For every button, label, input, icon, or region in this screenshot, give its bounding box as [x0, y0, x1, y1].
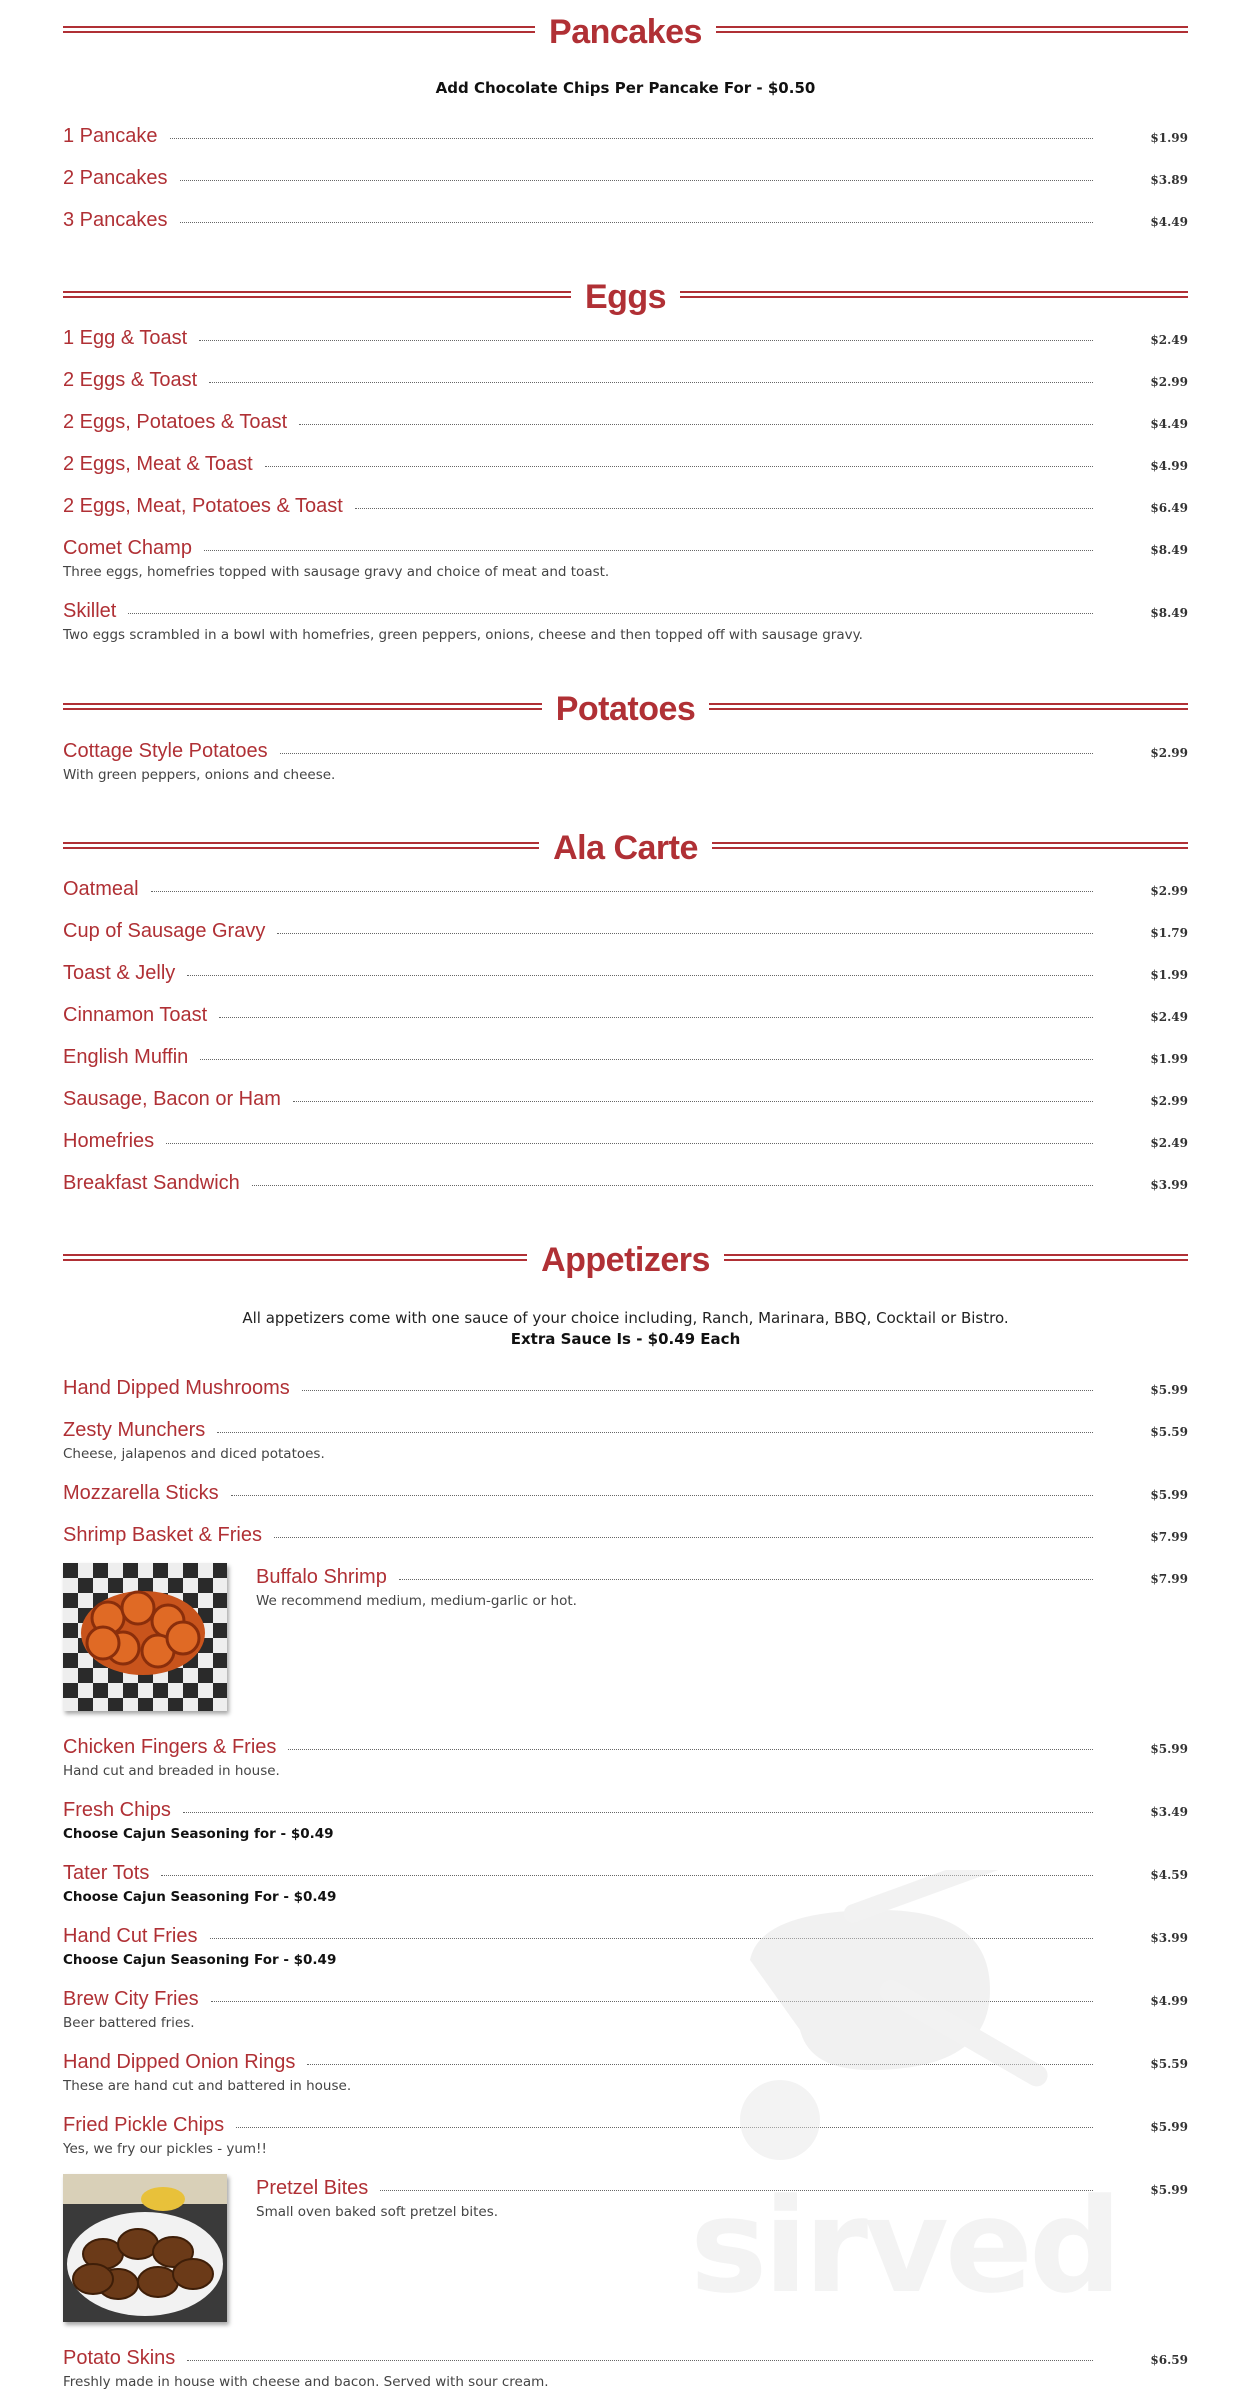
item-leader-dots	[288, 1749, 1093, 1750]
menu-item	[63, 1001, 1188, 1042]
menu-item	[63, 1479, 1188, 1520]
item-leader-dots	[280, 753, 1093, 754]
item-leader-dots	[274, 1537, 1093, 1538]
item-leader-dots	[200, 1059, 1093, 1060]
item-price: $6.49	[1150, 500, 1188, 515]
item-price-wrap	[1093, 127, 1188, 146]
item-name: Hand Cut Fries	[63, 1924, 198, 1947]
menu-item	[63, 1085, 1188, 1126]
item-description: Two eggs scrambled in a bowl with homefries, green peppers, onions, cheese and then topped off with sausage gravy.	[63, 627, 863, 643]
item-name: Fresh Chips	[63, 1798, 171, 1821]
item-price-wrap	[1093, 1048, 1188, 1067]
item-price: $3.49	[1150, 1804, 1188, 1819]
item-price: $5.99	[1150, 2119, 1188, 2134]
item-name: Cinnamon Toast	[63, 1003, 208, 1026]
item-description: Choose Cajun Seasoning for - $0.49	[63, 1826, 334, 1842]
item-leader-dots	[166, 1143, 1093, 1144]
menu-item	[63, 597, 1188, 643]
item-name: Chicken Fingers & Fries	[63, 1735, 277, 1758]
item-price: $7.99	[1150, 1529, 1188, 1544]
item-price: $2.99	[1150, 1093, 1188, 1108]
item-row	[63, 1733, 1188, 1761]
item-name: 2 Eggs, Meat, Potatoes & Toast	[63, 494, 343, 517]
section-note	[63, 1308, 1188, 1350]
item-price: $2.49	[1150, 1135, 1188, 1150]
item-price: $8.49	[1150, 542, 1188, 557]
item-price-wrap	[1093, 413, 1188, 432]
item-row	[63, 875, 1188, 903]
item-row	[63, 1374, 1188, 1402]
item-name: Homefries	[63, 1129, 155, 1152]
item-price: $4.99	[1150, 1993, 1188, 2008]
item-price: $5.59	[1150, 1424, 1188, 1439]
item-name: Fried Pickle Chips	[63, 2113, 225, 2136]
item-price: $6.59	[1150, 2352, 1188, 2367]
item-name: Tater Tots	[63, 1861, 150, 1884]
item-description: Hand cut and breaded in house.	[63, 1763, 280, 1779]
item-row	[63, 2048, 1188, 2076]
menu-item	[63, 959, 1188, 1000]
section-title: Potatoes	[542, 677, 710, 741]
item-row	[63, 1085, 1188, 1113]
item-price-wrap	[1093, 922, 1188, 941]
item-row	[63, 122, 1188, 150]
item-row	[63, 1985, 1188, 2013]
item-row	[63, 324, 1188, 352]
item-leader-dots	[236, 2127, 1093, 2128]
section-note-bold: Extra Sauce Is - $0.49 Each	[510, 1330, 741, 1348]
item-row	[256, 1563, 1188, 1591]
item-description: Cheese, jalapenos and diced potatoes.	[63, 1446, 325, 1462]
item-name: Brew City Fries	[63, 1987, 199, 2010]
item-leader-dots	[180, 222, 1093, 223]
item-price-wrap	[1093, 1927, 1188, 1946]
item-row	[63, 1922, 1188, 1950]
item-row	[63, 959, 1188, 987]
menu-item	[63, 1043, 1188, 1084]
item-leader-dots	[265, 466, 1093, 467]
item-row	[63, 534, 1188, 562]
menu-item	[63, 1985, 1188, 2031]
item-name: Cottage Style Potatoes	[63, 739, 268, 762]
item-name: 2 Eggs, Potatoes & Toast	[63, 410, 288, 433]
item-price-wrap	[1093, 1174, 1188, 1193]
item-price-wrap	[1093, 2349, 1188, 2368]
item-leader-dots	[187, 2360, 1093, 2361]
item-price: $2.99	[1150, 745, 1188, 760]
menu-item	[63, 1563, 1188, 1733]
item-price-wrap	[1093, 539, 1188, 558]
item-price: $1.99	[1150, 1051, 1188, 1066]
item-row	[63, 1043, 1188, 1071]
item-leader-dots	[211, 2001, 1093, 2002]
item-leader-dots	[355, 508, 1093, 509]
menu-item	[63, 1374, 1188, 1415]
item-description: Small oven baked soft pretzel bites.	[256, 2204, 499, 2220]
item-name: Skillet	[63, 599, 117, 622]
menu-item	[63, 2048, 1188, 2094]
item-price-wrap	[1093, 1379, 1188, 1398]
item-row	[63, 1796, 1188, 1824]
item-price-wrap	[1093, 2053, 1188, 2072]
item-price: $4.49	[1150, 214, 1188, 229]
item-price: $5.99	[1150, 1382, 1188, 1397]
item-row	[63, 408, 1188, 436]
watermark-text: sirved	[690, 2170, 1119, 2322]
menu-item	[63, 737, 1188, 783]
menu-item	[63, 2111, 1188, 2157]
item-name: Hand Dipped Onion Rings	[63, 2050, 296, 2073]
item-price: $2.49	[1150, 1009, 1188, 1024]
menu-item	[63, 2174, 1188, 2344]
item-name: Hand Dipped Mushrooms	[63, 1376, 290, 1399]
item-price: $5.99	[1150, 2182, 1188, 2197]
item-price: $1.99	[1150, 967, 1188, 982]
item-body	[256, 1563, 1188, 1733]
item-price-wrap	[1093, 455, 1188, 474]
item-row	[63, 492, 1188, 520]
menu-item	[63, 534, 1188, 580]
menu-item	[63, 1796, 1188, 1842]
item-leader-dots	[380, 2190, 1093, 2191]
menu-item	[63, 408, 1188, 449]
item-name: Oatmeal	[63, 877, 139, 900]
menu-item	[63, 492, 1188, 533]
item-price: $1.99	[1150, 130, 1188, 145]
item-price: $2.49	[1150, 332, 1188, 347]
item-row	[63, 1479, 1188, 1507]
item-leader-dots	[170, 138, 1093, 139]
item-price-wrap	[1093, 1738, 1188, 1757]
item-description: With green peppers, onions and cheese.	[63, 767, 336, 783]
item-row	[63, 917, 1188, 945]
item-name: Buffalo Shrimp	[256, 1565, 387, 1588]
item-row	[256, 2174, 1188, 2202]
item-price-wrap	[1093, 2179, 1188, 2198]
item-price: $4.49	[1150, 416, 1188, 431]
item-description: These are hand cut and battered in house.	[63, 2078, 352, 2094]
item-row	[63, 164, 1188, 192]
item-leader-dots	[128, 613, 1093, 614]
menu-item	[63, 1922, 1188, 1968]
item-price-wrap	[1093, 1864, 1188, 1883]
menu-item	[63, 2344, 1188, 2390]
section-note-text: Add Chocolate Chips Per Pancake For - $0.50	[435, 79, 816, 97]
item-price-wrap	[1093, 1568, 1188, 1587]
section-note	[63, 78, 1188, 99]
item-description: Choose Cajun Seasoning For - $0.49	[63, 1889, 337, 1905]
item-leader-dots	[161, 1875, 1093, 1876]
item-description: Choose Cajun Seasoning For - $0.49	[63, 1952, 337, 1968]
menu-item	[63, 1859, 1188, 1905]
item-leader-dots	[299, 424, 1093, 425]
item-name: 2 Pancakes	[63, 166, 168, 189]
item-price: $7.99	[1150, 1571, 1188, 1586]
item-price-wrap	[1093, 497, 1188, 516]
item-name: Sausage, Bacon or Ham	[63, 1087, 281, 1110]
item-leader-dots	[219, 1017, 1093, 1018]
item-leader-dots	[217, 1432, 1093, 1433]
item-name: Comet Champ	[63, 536, 192, 559]
item-leader-dots	[210, 1938, 1094, 1939]
item-name: Zesty Munchers	[63, 1418, 206, 1441]
item-leader-dots	[204, 550, 1093, 551]
item-row	[63, 1001, 1188, 1029]
section-heading	[63, 1228, 1188, 1292]
item-name: 1 Egg & Toast	[63, 326, 188, 349]
item-row	[63, 1169, 1188, 1197]
item-price-wrap	[1093, 1801, 1188, 1820]
item-price: $2.99	[1150, 374, 1188, 389]
menu-item	[63, 1733, 1188, 1779]
menu-item	[63, 366, 1188, 407]
pretzel-bites-photo	[63, 2174, 227, 2322]
menu-item	[63, 122, 1188, 163]
item-leader-dots	[183, 1812, 1093, 1813]
item-name: Breakfast Sandwich	[63, 1171, 240, 1194]
item-leader-dots	[293, 1101, 1093, 1102]
item-price: $1.79	[1150, 925, 1188, 940]
item-price: $4.59	[1150, 1867, 1188, 1882]
menu-item	[63, 1169, 1188, 1210]
item-price-wrap	[1093, 1006, 1188, 1025]
item-name: Cup of Sausage Gravy	[63, 919, 266, 942]
item-price: $3.99	[1150, 1930, 1188, 1945]
menu-item	[63, 206, 1188, 247]
menu-item	[63, 875, 1188, 916]
item-price-wrap	[1093, 211, 1188, 230]
item-price: $5.99	[1150, 1487, 1188, 1502]
item-description: Freshly made in house with cheese and bacon. Served with sour cream.	[63, 2374, 549, 2390]
section-heading	[63, 265, 1188, 329]
menu-item	[63, 324, 1188, 365]
item-name: 3 Pancakes	[63, 208, 168, 231]
item-leader-dots	[209, 382, 1093, 383]
item-price-wrap	[1093, 880, 1188, 899]
item-name: 2 Eggs, Meat & Toast	[63, 452, 253, 475]
item-name: Potato Skins	[63, 2346, 176, 2369]
menu-item	[63, 164, 1188, 205]
item-price-wrap	[1093, 169, 1188, 188]
item-row	[63, 1521, 1188, 1549]
item-name: English Muffin	[63, 1045, 189, 1068]
item-row	[63, 1127, 1188, 1155]
item-photo	[63, 2174, 227, 2322]
item-description: Yes, we fry our pickles - yum!!	[63, 2141, 267, 2157]
item-description: Three eggs, homefries topped with sausage gravy and choice of meat and toast.	[63, 564, 610, 580]
item-leader-dots	[187, 975, 1093, 976]
item-price-wrap	[1093, 1526, 1188, 1545]
section-title: Ala Carte	[539, 816, 712, 880]
section-note-text: All appetizers come with one sauce of your choice including, Ranch, Marinara, BBQ, Cocktail or Bistro.	[242, 1309, 1009, 1327]
item-leader-dots	[252, 1185, 1093, 1186]
item-price-wrap	[1093, 2116, 1188, 2135]
item-price-wrap	[1093, 742, 1188, 761]
item-row	[63, 2111, 1188, 2139]
item-price-wrap	[1093, 1132, 1188, 1151]
item-row	[63, 450, 1188, 478]
section-heading	[63, 816, 1188, 880]
menu-item	[63, 450, 1188, 491]
item-price-wrap	[1093, 1090, 1188, 1109]
item-price: $3.89	[1150, 172, 1188, 187]
item-leader-dots	[231, 1495, 1093, 1496]
item-name: 2 Eggs & Toast	[63, 368, 198, 391]
item-price: $8.49	[1150, 605, 1188, 620]
item-price: $2.99	[1150, 883, 1188, 898]
item-leader-dots	[399, 1579, 1093, 1580]
item-price-wrap	[1093, 602, 1188, 621]
item-row	[63, 1859, 1188, 1887]
item-row	[63, 737, 1188, 765]
item-name: Toast & Jelly	[63, 961, 176, 984]
item-price-wrap	[1093, 1484, 1188, 1503]
item-name: Pretzel Bites	[256, 2176, 369, 2199]
item-row	[63, 597, 1188, 625]
item-row	[63, 366, 1188, 394]
section-heading	[63, 0, 1188, 64]
section-title: Pancakes	[535, 0, 716, 64]
menu-item	[63, 1416, 1188, 1462]
item-description: Beer battered fries.	[63, 2015, 195, 2031]
item-price-wrap	[1093, 1421, 1188, 1440]
item-price: $5.99	[1150, 1741, 1188, 1756]
item-leader-dots	[199, 340, 1093, 341]
section-heading	[63, 677, 1188, 741]
item-photo	[63, 1563, 227, 1711]
item-leader-dots	[180, 180, 1093, 181]
item-row	[63, 1416, 1188, 1444]
item-leader-dots	[307, 2064, 1093, 2065]
item-description: We recommend medium, medium-garlic or hot.	[256, 1593, 577, 1609]
menu-item	[63, 1521, 1188, 1562]
item-price-wrap	[1093, 329, 1188, 348]
section-title: Appetizers	[527, 1228, 724, 1292]
item-leader-dots	[302, 1390, 1093, 1391]
section-title: Eggs	[571, 265, 680, 329]
item-name: Mozzarella Sticks	[63, 1481, 219, 1504]
item-row	[63, 206, 1188, 234]
item-name: 1 Pancake	[63, 124, 158, 147]
item-leader-dots	[277, 933, 1093, 934]
item-price: $4.99	[1150, 458, 1188, 473]
menu-item	[63, 917, 1188, 958]
item-price: $3.99	[1150, 1177, 1188, 1192]
item-price: $5.59	[1150, 2056, 1188, 2071]
item-price-wrap	[1093, 1990, 1188, 2009]
item-price-wrap	[1093, 964, 1188, 983]
buffalo-shrimp-photo	[63, 1563, 227, 1711]
item-row	[63, 2344, 1188, 2372]
item-leader-dots	[151, 891, 1093, 892]
item-body	[256, 2174, 1188, 2344]
menu-item	[63, 1127, 1188, 1168]
item-name: Shrimp Basket & Fries	[63, 1523, 262, 1546]
item-price-wrap	[1093, 371, 1188, 390]
